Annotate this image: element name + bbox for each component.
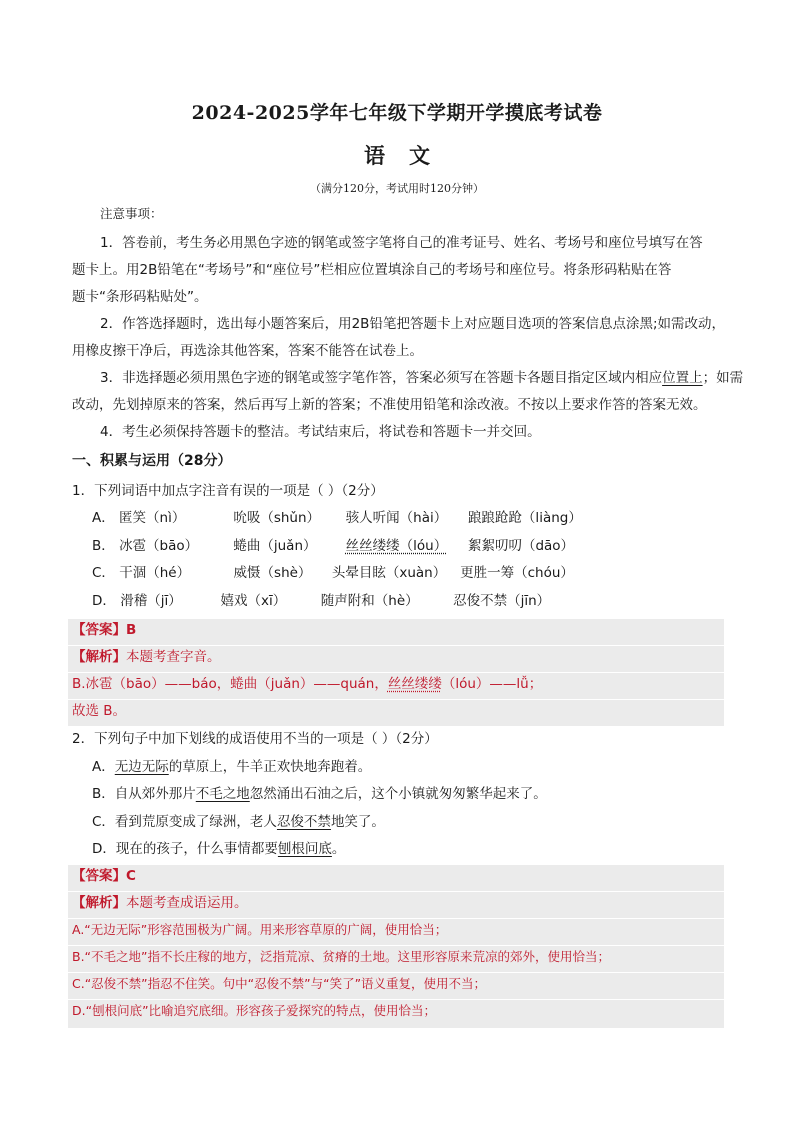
exam-subject: 语文	[364, 143, 454, 168]
question-1-option-b	[92, 535, 574, 557]
option-item: 更胜一筹（chóu）	[460, 565, 574, 581]
note-1-line-1: 1．答卷前，考生务必用黑色字迹的钢笔或签字笔将自己的准考证号、姓名、考场号和座位号填写在答	[100, 235, 703, 251]
question-2-explain-d: D.“刨根问底”比喻追究底细。形容孩子爱探究的特点，使用恰当；	[68, 1000, 724, 1028]
option-text: 。	[331, 841, 346, 857]
option-item: 丝丝缕缕（lóu）	[345, 538, 448, 554]
option-text: 的草原上，牛羊正欢快地奔跑着。	[168, 759, 372, 775]
question-2-explain-c: C.“忍俊不禁”指忍不住笑。句中“忍俊不禁”与“笑了”语义重复，使用不当；	[68, 973, 724, 999]
option-item: 匿笑（nì）	[119, 510, 186, 526]
exam-title: 2024-2025学年七年级下学期开学摸底考试卷	[191, 102, 603, 124]
option-item: 蜷曲（juǎn）	[233, 538, 317, 554]
note-3-text-a: 3．非选择题必须用黑色字迹的钢笔或签字笔作答，答案必须写在答题卡各题目指定区域内相应	[100, 370, 663, 386]
explanation-dotted-word: 丝丝缕缕	[387, 676, 442, 692]
answer-value: C	[126, 868, 136, 884]
note-3-line-2: 改动，先划掉原来的答案，然后再写上新的答案；不准使用铅笔和涂改液。不按以上要求作答的答案无效。	[72, 397, 707, 413]
option-item: 滑稽（jī）	[120, 593, 182, 609]
question-1-option-c	[92, 562, 574, 584]
option-item: 吮吸（shǔn）	[233, 510, 321, 526]
option-underlined-idiom: 忍俊不禁	[276, 814, 331, 830]
option-item: 忍俊不禁（jīn）	[453, 593, 551, 609]
option-item: 骇人听闻（hài）	[345, 510, 448, 526]
note-2-line-1: 2．作答选择题时，选出每小题答案后，用2B铅笔把答题卡上对应题目选项的答案信息点涂黑;如需改动，	[100, 316, 725, 332]
analysis-text: 本题考查成语运用。	[126, 895, 248, 911]
note-3-underlined: 位置上	[662, 370, 703, 386]
question-2-option-d	[92, 838, 345, 860]
question-2-stem: 2．下列句子中加下划线的成语使用不当的一项是（ ）（2分）	[72, 731, 438, 747]
option-item: 踉踉跄跄（liàng）	[467, 510, 582, 526]
option-label: B．	[92, 538, 115, 554]
note-4-line-1: 4．考生必须保持答题卡的整洁。考试结束后，将试卷和答题卡一并交回。	[100, 424, 541, 440]
option-text: 忽然涌出石油之后，这个小镇就匆匆繁华起来了。	[249, 786, 547, 802]
question-1-explanation	[68, 673, 724, 699]
explanation-text: B.冰雹（bāo）——báo，蜷曲（juǎn）——quán，	[72, 676, 388, 692]
option-underlined-idiom: 不毛之地	[195, 786, 250, 802]
note-1-line-2: 题卡上。用2B铅笔在“考场号”和“座位号”栏相应位置填涂自己的考场号和座位号。将条形码粘贴在答	[72, 262, 672, 278]
question-2-answer	[68, 865, 724, 891]
note-3-line-1	[100, 367, 744, 389]
option-item: 嬉戏（xī）	[220, 593, 287, 609]
option-text: A．	[92, 759, 115, 775]
option-item: 冰雹（bāo）	[119, 538, 199, 554]
notes-heading: 注意事项：	[100, 206, 163, 221]
question-1-option-a	[92, 507, 582, 529]
option-item: 威慑（shè）	[233, 565, 312, 581]
question-2-explain-a: A.“无边无际”形容范围极为广阔。用来形容草原的广阔，使用恰当；	[68, 919, 724, 945]
option-text: B．自从郊外那片	[92, 786, 196, 802]
option-item: 干涸（hé）	[119, 565, 191, 581]
question-2-option-a	[92, 756, 371, 778]
question-1-conclusion: 故选 B。	[68, 700, 724, 726]
question-2-option-c	[92, 811, 385, 833]
score-note: （满分120分，考试用时120分钟）	[310, 182, 484, 195]
option-text: C．看到荒原变成了绿洲，老人	[92, 814, 277, 830]
option-label: C．	[92, 565, 115, 581]
option-label: D．	[92, 593, 116, 609]
answer-tag: 【答案】	[72, 622, 126, 638]
option-text: D．现在的孩子，什么事情都要	[92, 841, 278, 857]
option-item: 头晕目眩（xuàn）	[331, 565, 447, 581]
question-1-stem: 1．下列词语中加点字注音有误的一项是（ ）（2分）	[72, 483, 384, 499]
option-underlined-idiom: 无边无际	[114, 759, 169, 775]
option-item: 絮絮叨叨（dāo）	[467, 538, 575, 554]
option-underlined-idiom: 刨根问底	[277, 841, 332, 857]
analysis-tag: 【解析】	[72, 895, 126, 911]
explanation-text: （lóu）——lǚ；	[441, 676, 543, 692]
question-1-answer	[68, 619, 724, 645]
answer-tag: 【答案】	[72, 868, 126, 884]
section-1-heading: 一、积累与运用（28分）	[72, 453, 232, 469]
question-2-analysis	[68, 892, 724, 918]
note-3-text-c: ；如需	[702, 370, 744, 386]
note-2-line-2: 用橡皮擦干净后，再选涂其他答案，答案不能答在试卷上。	[72, 343, 423, 359]
note-1-line-3: 题卡“条形码粘贴处”。	[72, 289, 208, 305]
analysis-tag: 【解析】	[72, 649, 126, 665]
question-2-option-b	[92, 783, 547, 805]
question-2-explain-b: B.“不毛之地”指不长庄稼的地方，泛指荒凉、贫瘠的土地。这里形容原来荒凉的郊外，使用恰当；	[68, 946, 724, 972]
option-item: 随声附和（hè）	[320, 593, 419, 609]
analysis-text: 本题考查字音。	[126, 649, 221, 665]
option-text: 地笑了。	[330, 814, 385, 830]
question-1-analysis	[68, 646, 724, 672]
option-label: A．	[92, 510, 115, 526]
question-1-option-d	[92, 590, 550, 612]
answer-value: B	[126, 622, 137, 638]
